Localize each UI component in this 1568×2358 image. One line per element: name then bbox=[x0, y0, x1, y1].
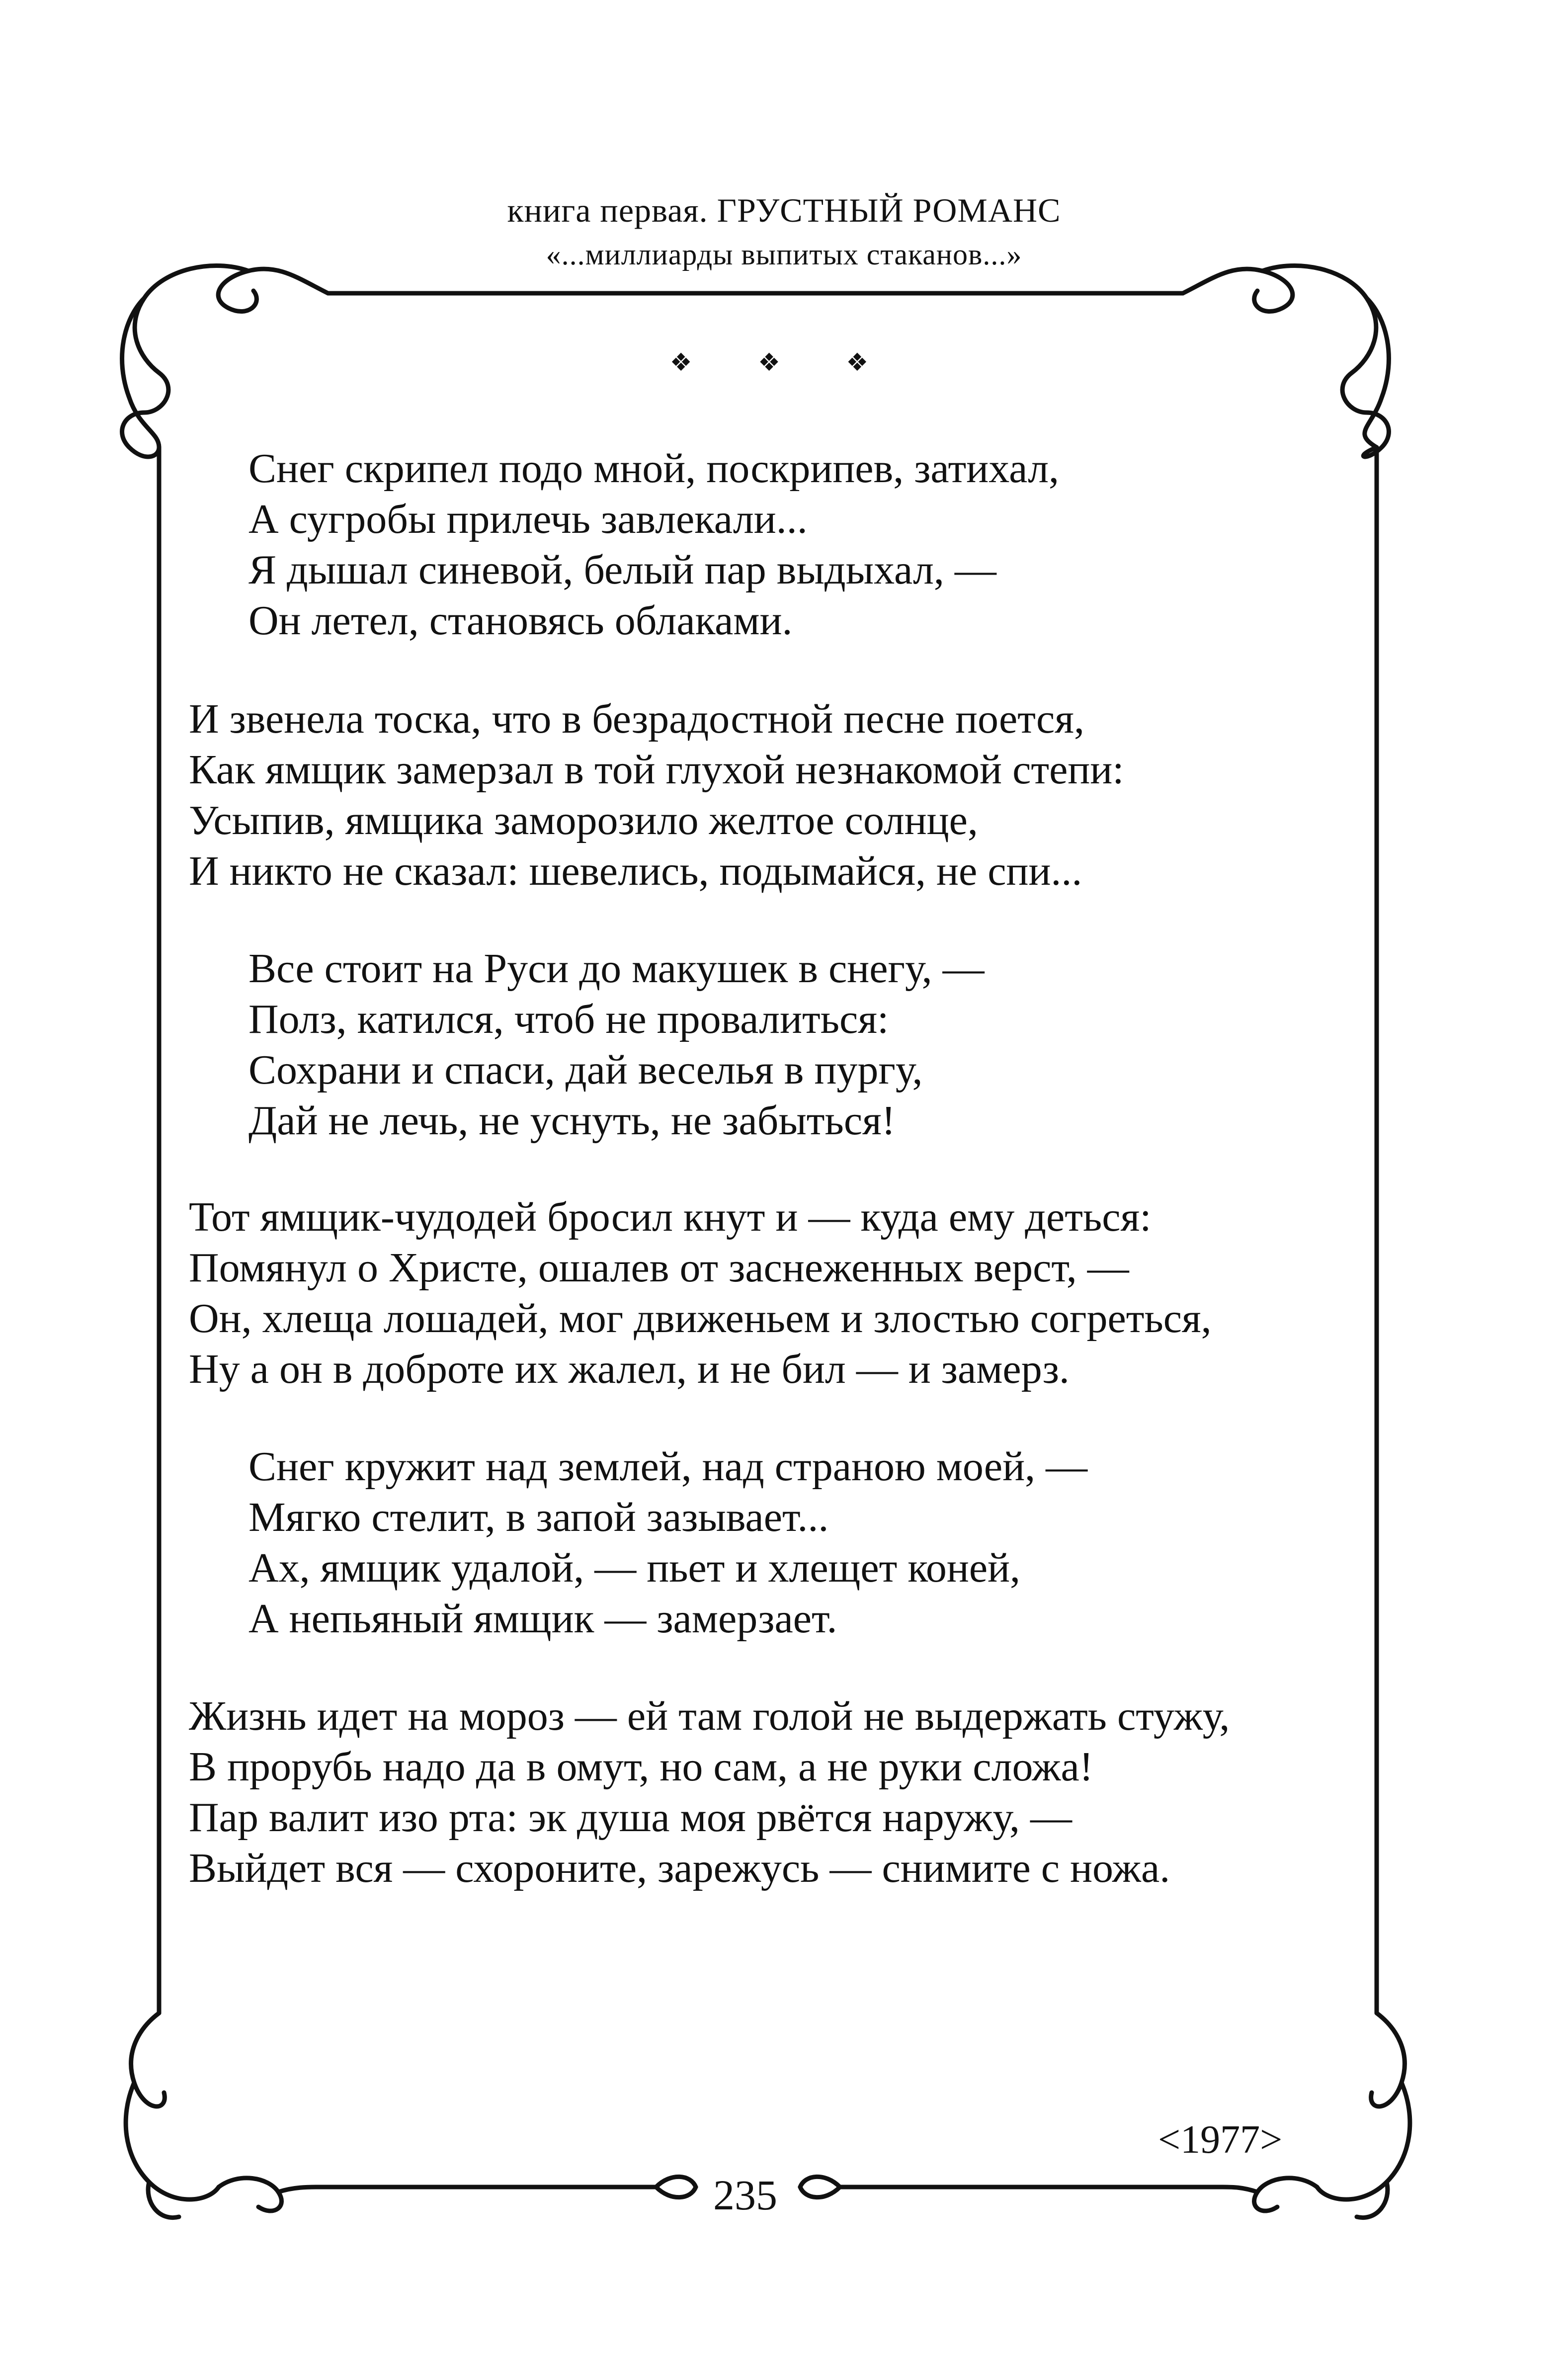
running-head-title: книга первая. ГРУСТНЫЙ РОМАНС bbox=[507, 191, 1061, 229]
page-number: 235 bbox=[713, 2171, 777, 2219]
verse-line: И звенела тоска, что в безрадостной песне поется, bbox=[189, 696, 1084, 742]
verse-line: Полз, катился, чтоб не провалиться: bbox=[248, 996, 889, 1042]
verse-line: Тот ямщик-чудодей бросил кнут и — куда ему деться: bbox=[189, 1194, 1152, 1240]
verse-line: Он летел, становясь облаками. bbox=[248, 597, 793, 644]
stanza-5 bbox=[248, 1441, 1087, 1644]
verse-line: Ах, ямщик удалой, — пьет и хлещет коней, bbox=[248, 1545, 1021, 1591]
verse-line: А непьяный ямщик — замерзает. bbox=[248, 1596, 837, 1642]
running-head-subtitle: «...миллиарды выпитых стаканов...» bbox=[546, 238, 1022, 271]
verse-line: И никто не сказал: шевелись, подымайся, не спи... bbox=[189, 848, 1082, 894]
verse-line: Помянул о Христе, ошалев от заснеженных верст, — bbox=[189, 1245, 1129, 1291]
stanza-2 bbox=[189, 694, 1124, 897]
section-ornament: ❖ ❖ ❖ bbox=[669, 348, 899, 376]
stanza-4 bbox=[189, 1192, 1212, 1395]
verse-line: Жизнь идет на мороз — ей там голой не выдержать стужу, bbox=[189, 1693, 1230, 1739]
stanza-3 bbox=[248, 943, 985, 1146]
verse-line: В прорубь надо да в омут, но сам, а не руки сложа! bbox=[189, 1744, 1093, 1790]
verse-line: Все стоит на Руси до макушек в снегу, — bbox=[248, 945, 985, 992]
verse-line: Я дышал синевой, белый пар выдыхал, — bbox=[248, 547, 996, 593]
verse-line: Мягко стелит, в запой зазывает... bbox=[248, 1494, 829, 1540]
verse-line: Дай не лечь, не уснуть, не забыться! bbox=[248, 1097, 896, 1144]
verse-line: Выйдет вся — схороните, зарежусь — снимите с ножа. bbox=[189, 1845, 1170, 1891]
verse-line: Усыпив, ямщика заморозило желтое солнце, bbox=[189, 797, 978, 843]
verse-line: Снег кружит над землей, над страною моей, — bbox=[248, 1443, 1088, 1490]
verse-line: Сохрани и спаси, дай веселья в пургу, bbox=[248, 1047, 923, 1093]
poem-date: <1977> bbox=[1158, 2118, 1283, 2162]
stanza-6 bbox=[189, 1691, 1230, 1894]
verse-line: Пар валит изо рта: эк душа моя рвётся наружу, — bbox=[189, 1794, 1073, 1841]
verse-line: Ну а он в доброте их жалел, и не бил — и замерз. bbox=[189, 1346, 1070, 1392]
verse-line: Как ямщик замерзал в той глухой незнакомой степи: bbox=[189, 747, 1124, 793]
stanza-1 bbox=[248, 443, 1059, 646]
verse-line: Снег скрипел подо мной, поскрипев, затихал, bbox=[248, 445, 1060, 492]
verse-line: Он, хлеща лошадей, мог движеньем и злостью согреться, bbox=[189, 1295, 1212, 1342]
verse-line: А сугробы прилечь завлекали... bbox=[248, 496, 808, 542]
